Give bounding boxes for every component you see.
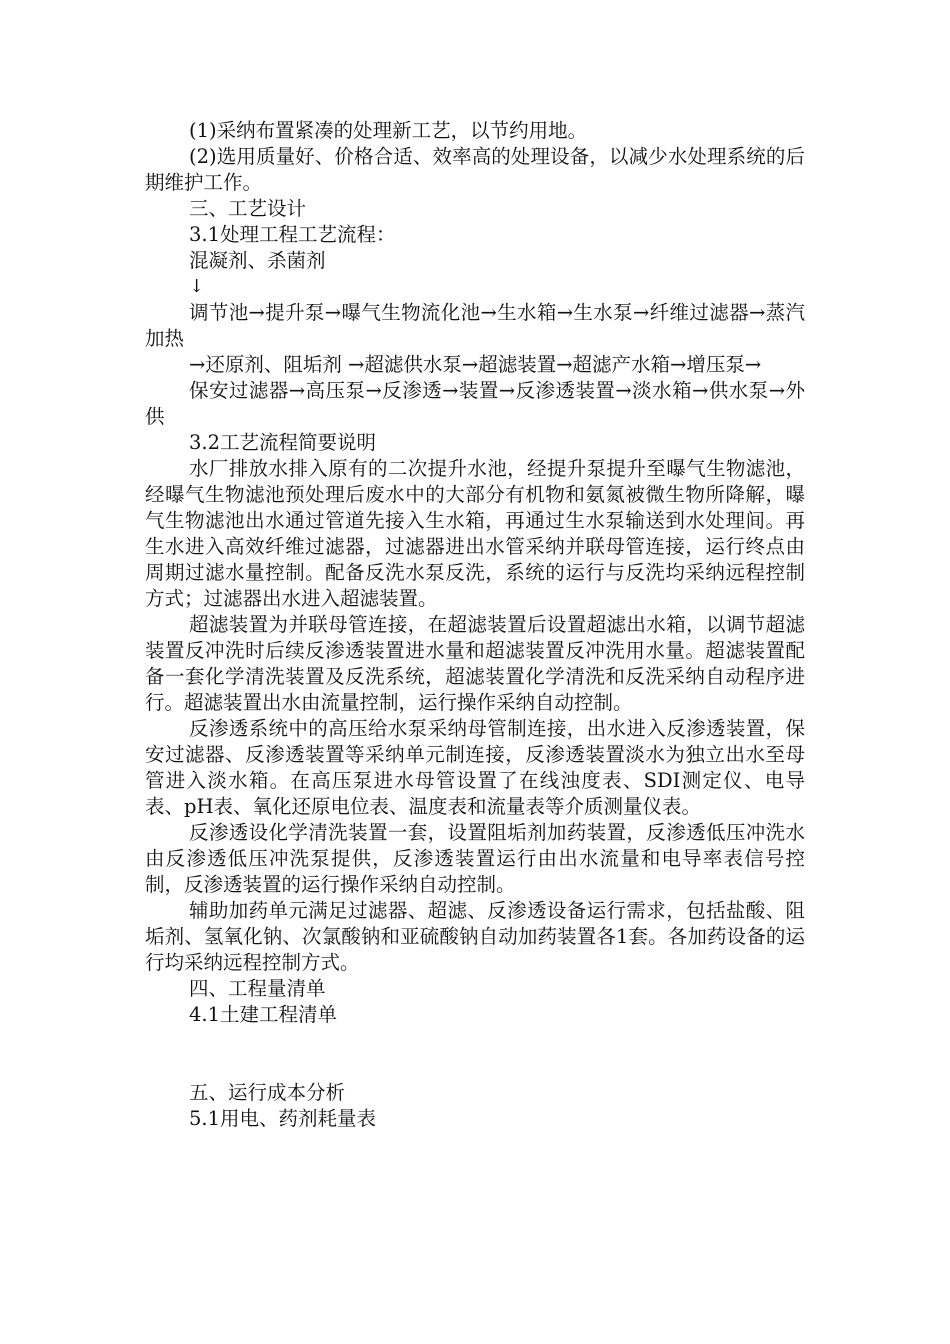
section-4-1-heading: 4.1土建工程清单: [189, 1003, 338, 1026]
document-body: [145, 118, 805, 1132]
item-1-text: (1)采纳布置紧凑的处理新工艺，以节约用地。: [189, 119, 588, 142]
section-5-heading: 五、运行成本分析: [189, 1081, 346, 1104]
section-3-heading: 三、工艺设计: [189, 197, 307, 220]
paragraph-3: 反渗透系统中的高压给水泵采纳母管制连接，出水进入反渗透装置，保安过滤器、反渗透装置等采纳单元制连接，反渗透装置淡水为独立出水至母管进入淡水箱。在高压泵进水母管设置了在线浊度表、SDI测定仪、电导表、pH表、氧化还原电位表、温度表和流量表等介质测量仪表。: [145, 717, 805, 818]
section-4-heading: 四、工程量清单: [189, 977, 326, 1000]
section-3-2-heading: 3.2工艺流程简要说明: [189, 431, 377, 454]
paragraph-4: 反渗透设化学清洗装置一套，设置阻垢剂加药装置，反渗透低压冲洗水由反渗透低压冲洗泵提供，反渗透装置运行由出水流量和电导率表信号控制，反渗透装置的运行操作采纳自动控制。: [145, 821, 805, 896]
flow-line-2: →还原剂、阻垢剂 →超滤供水泵→超滤装置→超滤产水箱→增压泵→: [189, 353, 762, 376]
flow-line-1: 调节池→提升泵→曝气生物流化池→生水箱→生水泵→纤维过滤器→蒸汽加热: [145, 301, 805, 350]
paragraph-5: 辅助加药单元满足过滤器、超滤、反渗透设备运行需求，包括盐酸、阻垢剂、氢氧化钠、次氯酸钠和亚硫酸钠自动加药装置各1套。各加药设备的运行均采纳远程控制方式。: [145, 899, 805, 974]
section-3-1-heading: 3.1处理工程工艺流程：: [189, 223, 396, 246]
paragraph-2: 超滤装置为并联母管连接，在超滤装置后设置超滤出水箱，以调节超滤装置反冲洗时后续反渗透装置进水量和超滤装置反冲洗用水量。超滤装置配备一套化学清洗装置及反洗系统，超滤装置化学清洗和反洗采纳自动程序进行。超滤装置出水由流量控制，运行操作采纳自动控制。: [145, 613, 805, 714]
flow-line-3: 保安过滤器→高压泵→反渗透→装置→反渗透装置→淡水箱→供水泵→外供: [145, 379, 805, 428]
paragraph-1: 水厂排放水排入原有的二次提升水池，经提升泵提升至曝气生物滤池，经曝气生物滤池预处理后废水中的大部分有机物和氨氮被微生物所降解，曝气生物滤池出水通过管道先接入生水箱，再通过生水泵输送到水处理间。再生水进入高效纤维过滤器，过滤器进出水管采纳并联母管连接，运行终点由周期过滤水量控制。配备反洗水泵反洗，系统的运行与反洗均采纳远程控制方式；过滤器出水进入超滤装置。: [145, 457, 805, 610]
chemicals-label: 混凝剂、杀菌剂: [189, 249, 326, 272]
item-2-text: (2)选用质量好、价格合适、效率高的处理设备，以减少水处理系统的后期维护工作。: [145, 145, 805, 194]
section-5-1-heading: 5.1用电、药剂耗量表: [189, 1107, 377, 1130]
blank-space: [145, 1028, 805, 1080]
down-arrow-icon: ↓: [189, 276, 205, 297]
